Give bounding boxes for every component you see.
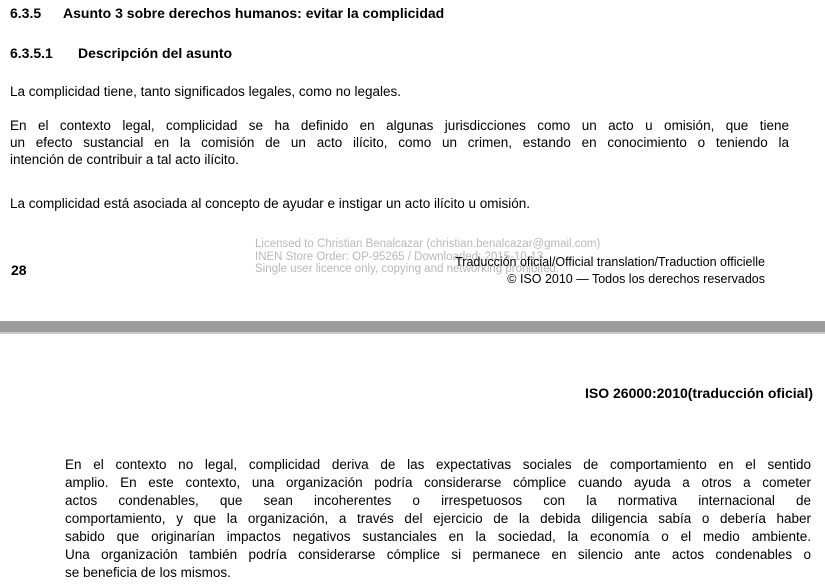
section-heading-6-3-5	[10, 5, 444, 21]
paragraph-line: un efecto sustancial en la comisión de un acto ilícito, como un crimen, estando en conocimiento o teniendo la	[10, 135, 789, 150]
footer-translation-line: Traducción oficial/Official translation/Traduction officielle	[455, 255, 765, 269]
paragraph-line: amplio. En este contexto, una organización podría considerarse cómplice cuando ayuda a otros a cometer	[65, 475, 811, 490]
footer-copyright-line: © ISO 2010 — Todos los derechos reservados	[507, 272, 765, 286]
page-separator-bar	[0, 321, 825, 334]
paragraph-line: En el contexto no legal, complicidad deriva de las expectativas sociales de comportamiento en el sentido	[65, 457, 811, 472]
paragraph: La complicidad tiene, tanto significados legales, como no legales.	[10, 84, 401, 99]
paragraph	[65, 456, 811, 582]
paragraph-line: comportamiento, y que la organización, a través del ejercicio de la debida diligencia sabía o debería haber	[65, 511, 811, 526]
page-footer	[455, 254, 765, 288]
section-heading-6-3-5-1	[10, 45, 232, 61]
paragraph-line: Una organización también podría considerarse cómplice si permanece en silencio ante actos condenables o	[65, 547, 811, 562]
section-title: Asunto 3 sobre derechos humanos: evitar la complicidad	[63, 5, 445, 21]
paragraph: La complicidad está asociada al concepto de ayudar e instigar un acto ilícito u omisión.	[10, 196, 531, 211]
paragraph	[10, 117, 789, 168]
paragraph-line: En el contexto legal, complicidad se ha definido en algunas jurisdicciones como un acto u omisión, que tiene	[10, 118, 789, 133]
paragraph-line: intención de contribuir a tal acto ilícito.	[10, 152, 239, 167]
watermark-line: Licensed to Christian Benalcazar (christian.benalcazar@gmail.com)	[255, 238, 601, 250]
section-number: 6.3.5	[10, 5, 42, 21]
section-number: 6.3.5.1	[10, 45, 53, 61]
section-title: Descripción del asunto	[78, 45, 233, 61]
paragraph-line: se beneficia de los mismos.	[65, 565, 231, 580]
paragraph-line: sabido que originarían impactos negativos sustanciales en la sociedad, la economía o el medio ambiente.	[65, 529, 811, 544]
paragraph-line: actos condenables, que sean incoherentes o irrespetuosos con la normativa internacional de	[65, 493, 811, 508]
watermark-line: Single user licence only, copying and networking prohibited.	[255, 263, 560, 275]
watermark-line: INEN Store Order: OP-95265 / Downloaded: 2015-10-13	[255, 250, 544, 263]
page-number: 28	[11, 262, 27, 278]
running-header: ISO 26000:2010(traducción oficial)	[585, 385, 813, 401]
